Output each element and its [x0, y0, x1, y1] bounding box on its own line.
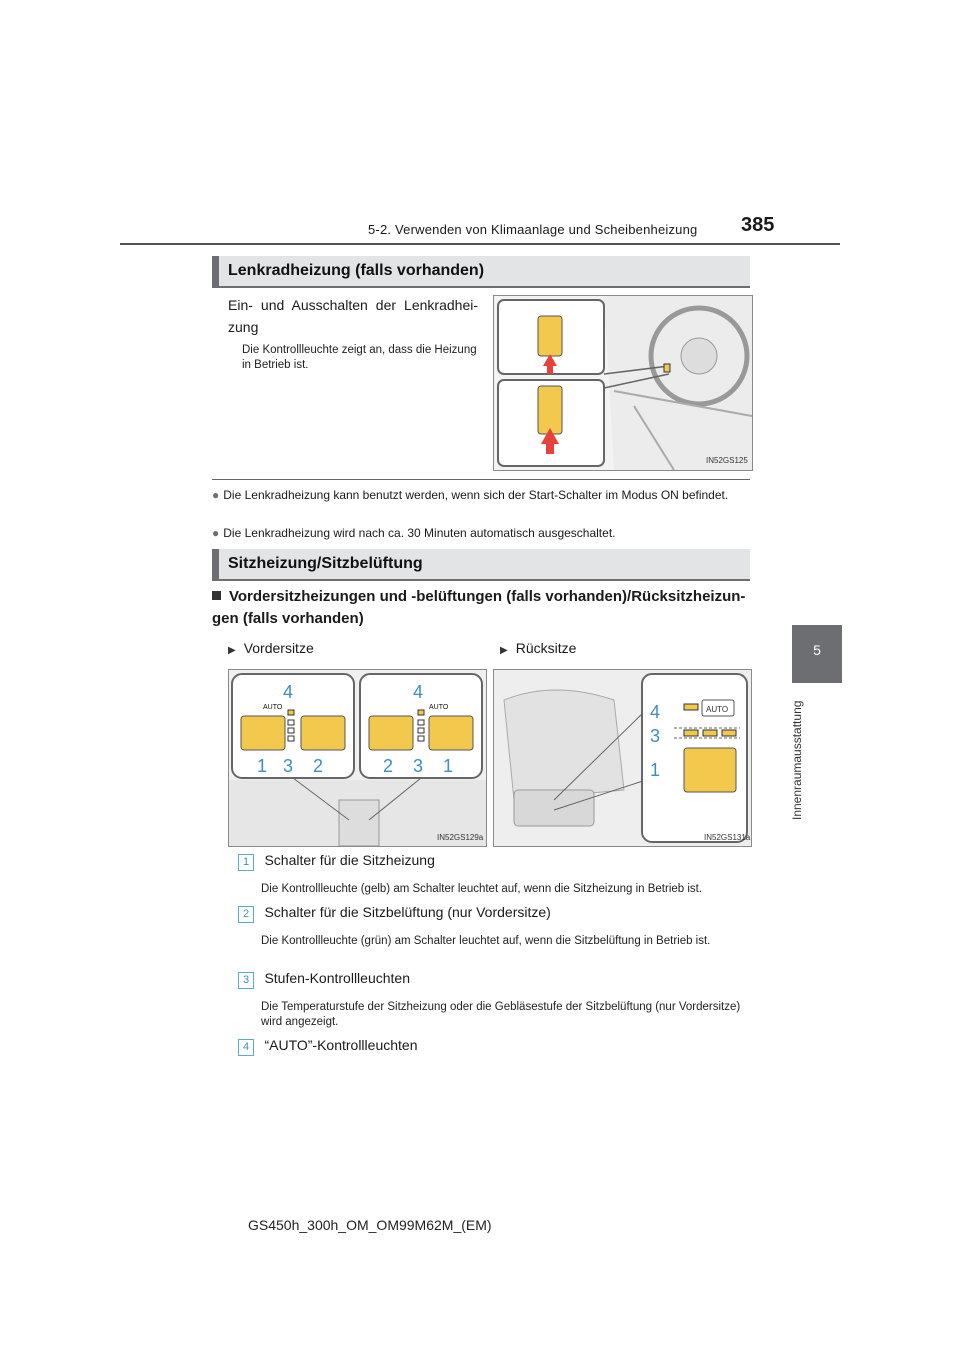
item-title: Schalter für die Sitzbelüftung (nur Vordersitze) [264, 904, 551, 920]
front-seats-drawing [229, 670, 486, 846]
front-seats-label [228, 640, 314, 656]
item-description: Die Temperaturstufe der Sitzheizung oder die Gebläsestufe der Sitzbelüftung (nur Vordersitze) wird angezeigt. [261, 1001, 741, 1028]
rear-seats-drawing [494, 670, 751, 846]
image-code: IN52GS131a [704, 833, 751, 842]
rear-seats-illustration [493, 669, 752, 847]
steering-heater-drawing [494, 296, 752, 470]
callout-4: 4 [283, 682, 294, 702]
bullet-item [212, 487, 752, 503]
subheading [212, 586, 752, 630]
item-title: Schalter für die Sitzheizung [264, 852, 435, 868]
image-code: IN52GS129a [437, 833, 484, 842]
section-heading-seat-heater [212, 549, 750, 581]
callout-4: 4 [413, 682, 424, 702]
rear-seats-text: Rücksitze [515, 640, 577, 656]
section-heading-steering-heater [212, 256, 750, 288]
number-badge: 3 [238, 972, 254, 989]
front-seats-text: Vordersitze [243, 640, 314, 656]
legend-item-4 [238, 1037, 417, 1056]
bullet-dot-icon: ● [212, 526, 220, 540]
steering-heater-instruction: Ein- und Ausschalten der Lenkradhei-zung [228, 297, 478, 335]
callout-1: 1 [650, 760, 661, 780]
section-title: Lenkradheizung (falls vorhanden) [228, 262, 485, 279]
bullet-text: Die Lenkradheizung kann benutzt werden, wenn sich der Start-Schalter im Modus ON befindet. [223, 488, 729, 502]
chapter-name-label: Innenraumausstattung [790, 700, 804, 820]
callout-3: 3 [283, 756, 294, 776]
item-title: Stufen-Kontrollleuchten [264, 970, 410, 986]
image-code: IN52GS125 [706, 456, 748, 465]
callout-2: 2 [313, 756, 324, 776]
header-rule [120, 243, 840, 245]
page-number: 385 [741, 214, 775, 236]
callout-4: 4 [650, 702, 661, 722]
auto-label-left: AUTO [263, 704, 283, 711]
callout-1: 1 [443, 756, 454, 776]
legend-item-3 [238, 970, 410, 989]
bullet-text: Die Lenkradheizung wird nach ca. 30 Minuten automatisch ausgeschaltet. [223, 526, 616, 540]
bullet-dot-icon: ● [212, 488, 220, 502]
auto-label-right: AUTO [429, 704, 449, 711]
section-rule [212, 479, 750, 480]
triangle-right-icon: ▶ [500, 645, 508, 656]
callout-1: 1 [257, 756, 268, 776]
number-badge: 1 [238, 854, 254, 871]
callout-2: 2 [383, 756, 394, 776]
legend-item-1 [238, 852, 435, 871]
number-badge: 4 [238, 1039, 254, 1056]
callout-3: 3 [650, 726, 661, 746]
steering-heater-note: Die Kontrollleuchte zeigt an, dass die Heizung in Betrieb ist. [242, 344, 477, 371]
triangle-right-icon: ▶ [228, 645, 236, 656]
front-seats-illustration [228, 669, 487, 847]
square-bullet-icon [212, 591, 221, 600]
legend-item-2 [238, 904, 551, 923]
running-header-title: 5-2. Verwenden von Klimaanlage und Scheibenheizung [368, 222, 698, 237]
callout-3: 3 [413, 756, 424, 776]
subheading-text: Vordersitzheizungen und -belüftungen (falls vorhanden)/Rücksitzheizun-gen (falls vorhanden) [212, 588, 746, 627]
item-description: Die Kontrollleuchte (gelb) am Schalter leuchtet auf, wenn die Sitzheizung in Betrieb ist. [261, 883, 703, 895]
chapter-tab[interactable]: 5 [792, 625, 842, 683]
section-title: Sitzheizung/Sitzbelüftung [228, 555, 423, 572]
number-badge: 2 [238, 906, 254, 923]
chapter-name-vertical [790, 690, 810, 830]
rear-seats-label [500, 640, 576, 656]
document-code: GS450h_300h_OM_OM99M62M_(EM) [248, 1217, 492, 1233]
item-title: “AUTO”-Kontrollleuchten [264, 1037, 418, 1053]
item-description: Die Kontrollleuchte (grün) am Schalter leuchtet auf, wenn die Sitzbelüftung in Betrieb ist. [261, 935, 711, 947]
bullet-item [212, 525, 752, 541]
auto-label-rear: AUTO [706, 705, 729, 714]
steering-heater-illustration [493, 295, 753, 471]
